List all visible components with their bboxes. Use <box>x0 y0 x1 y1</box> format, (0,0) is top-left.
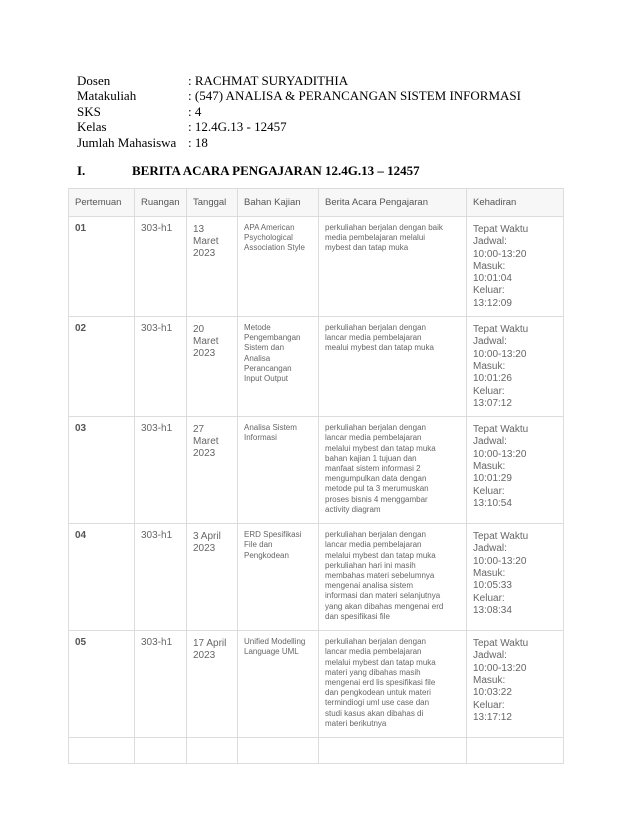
cell-tanggal <box>187 317 238 417</box>
table-row-empty <box>69 738 564 764</box>
empty-cell <box>319 738 467 764</box>
berita-line: studi kasus akan dibahas di <box>325 708 424 718</box>
bahan-line: Input Output <box>244 374 289 384</box>
berita-line: perkuliahan berjalan dengan <box>325 530 426 540</box>
cell-pertemuan: 01 <box>69 217 135 317</box>
tanggal-line: 27 <box>193 424 205 436</box>
cell-pertemuan: 05 <box>69 631 135 738</box>
cell-kehadiran <box>467 631 564 738</box>
berita-line: media pembelajaran melalui <box>325 233 426 243</box>
cell-kehadiran <box>467 317 564 417</box>
bahan-line: Language UML <box>244 647 299 657</box>
cell-berita-acara <box>319 417 467 524</box>
header-kehadiran: Kehadiran <box>467 189 564 217</box>
kehadiran-line: 13:17:12 <box>473 711 512 723</box>
kehadiran-line: 10:00-13:20 <box>473 248 527 260</box>
kehadiran-line: Masuk: <box>473 360 506 372</box>
bahan-line: Unified Modelling <box>244 637 306 647</box>
cell-berita-acara <box>319 317 467 417</box>
cell-pertemuan: 03 <box>69 417 135 524</box>
bahan-line: ERD Spesifikasi <box>244 530 302 540</box>
bahan-line: Perancangan <box>244 363 292 373</box>
bahan-line: File dan <box>244 540 273 550</box>
kehadiran-line: Keluar: <box>473 485 505 497</box>
kehadiran-line: 10:01:26 <box>473 373 512 385</box>
kehadiran-line: Jadwal: <box>473 543 507 555</box>
berita-line: lancar media pembelajaran <box>325 433 422 443</box>
berita-line: perkuliahan berjalan dengan <box>325 637 426 647</box>
berita-line: materi berikutnya <box>325 718 387 728</box>
kehadiran-line: Tepat Waktu <box>473 224 529 235</box>
kehadiran-line: Masuk: <box>473 568 506 580</box>
bahan-line: Pengembangan <box>244 333 301 343</box>
info-value: : RACHMAT SURYADITHIA <box>188 73 349 88</box>
kehadiran-line: Tepat Waktu <box>473 424 529 436</box>
bahan-line: Metode <box>244 323 271 333</box>
table-row <box>69 317 564 417</box>
tanggal-line: 20 <box>193 324 205 336</box>
bahan-line: Analisa <box>244 353 271 363</box>
cell-bahan-kajian <box>238 217 319 317</box>
kehadiran-line: Jadwal: <box>473 336 507 348</box>
info-label: Kelas <box>77 119 107 135</box>
table-row <box>69 417 564 524</box>
cell-tanggal <box>187 217 238 317</box>
kehadiran-line: Keluar: <box>473 592 505 604</box>
cell-ruangan: 303-h1 <box>135 631 187 738</box>
info-value: : 12.4G.13 - 12457 <box>188 119 287 135</box>
bahan-line: Psychological <box>244 233 293 243</box>
kehadiran-line: Keluar: <box>473 285 505 297</box>
table-header-row <box>69 189 564 217</box>
berita-line: dan spesifikasi file <box>325 611 390 621</box>
cell-kehadiran <box>467 417 564 524</box>
info-row-jumlah-mahasiswa <box>77 135 521 150</box>
cell-bahan-kajian <box>238 631 319 738</box>
berita-line: lancar media pembelajaran <box>325 333 422 343</box>
berita-line: termindiogi uml use case dan <box>325 698 430 708</box>
cell-pertemuan: 04 <box>69 524 135 631</box>
kehadiran-line: 10:01:04 <box>473 273 512 285</box>
berita-line: melalui mybest dan tatap muka <box>325 657 436 667</box>
tanggal-line: 2023 <box>193 543 216 555</box>
info-label: Dosen <box>77 73 111 88</box>
berita-acara-table <box>68 188 564 764</box>
kehadiran-line: 10:00-13:20 <box>473 348 527 360</box>
info-row-kelas <box>77 119 521 134</box>
bahan-line: Association Style <box>244 243 305 253</box>
kehadiran-line: Jadwal: <box>473 236 507 248</box>
empty-cell <box>187 738 238 764</box>
cell-bahan-kajian <box>238 417 319 524</box>
kehadiran-line: Tepat Waktu <box>473 531 529 543</box>
berita-line: yang akan dibahas mengenai erd <box>325 601 444 611</box>
table-row <box>69 217 564 317</box>
berita-line: mengumpulkan data dengan <box>325 474 427 484</box>
kehadiran-line: 13:08:34 <box>473 604 512 616</box>
info-row-sks <box>77 104 521 119</box>
kehadiran-line: Jadwal: <box>473 650 507 662</box>
kehadiran-line: Keluar: <box>473 385 505 397</box>
berita-line: mengenai analisa sistem <box>325 581 414 591</box>
section-number: I. <box>77 163 86 178</box>
berita-line: perkuliahan berjalan dengan baik <box>325 223 443 232</box>
kehadiran-line: 10:00-13:20 <box>473 555 527 567</box>
info-value: : (547) ANALISA & PERANCANGAN SISTEM INFORMASI <box>188 88 521 104</box>
info-label: Jumlah Mahasiswa <box>77 134 177 150</box>
kehadiran-line: 13:10:54 <box>473 497 512 509</box>
berita-line: lancar media pembelajaran <box>325 647 422 657</box>
info-label: Matakuliah <box>77 88 137 104</box>
berita-line: mybest dan tatap muka <box>325 243 409 253</box>
berita-line: perkuliahan hari ini masih <box>325 560 416 570</box>
course-info <box>77 73 521 150</box>
kehadiran-line: 13:12:09 <box>473 297 512 309</box>
cell-kehadiran <box>467 524 564 631</box>
tanggal-line: 17 April <box>193 638 227 650</box>
tanggal-line: 2023 <box>193 348 216 360</box>
empty-cell <box>135 738 187 764</box>
info-value: : 4 <box>188 103 202 119</box>
empty-cell <box>467 738 564 764</box>
cell-ruangan: 303-h1 <box>135 317 187 417</box>
kehadiran-line: Tepat Waktu <box>473 324 529 336</box>
tanggal-line: 2023 <box>193 448 216 460</box>
info-row-matakuliah <box>77 88 521 103</box>
empty-cell <box>69 738 135 764</box>
berita-line: perkuliahan berjalan dengan <box>325 423 426 433</box>
cell-tanggal <box>187 524 238 631</box>
header-bahan-kajian: Bahan Kajian <box>238 189 319 217</box>
kehadiran-line: Masuk: <box>473 260 506 272</box>
bahan-line: Informasi <box>244 433 277 443</box>
section-heading <box>77 163 420 179</box>
berita-line: membahas materi sebelumnya <box>325 570 435 580</box>
cell-bahan-kajian <box>238 317 319 417</box>
berita-line: materi yang dibahas masih <box>325 667 421 677</box>
kehadiran-line: 10:05:33 <box>473 580 512 592</box>
cell-pertemuan: 02 <box>69 317 135 417</box>
tanggal-line: 13 <box>193 224 205 235</box>
tanggal-line: 2023 <box>193 650 216 662</box>
tanggal-line: 2023 <box>193 248 216 259</box>
kehadiran-line: Tepat Waktu <box>473 638 529 650</box>
berita-line: mengenai erd lis spesifikasi file <box>325 677 436 687</box>
table-row <box>69 524 564 631</box>
cell-kehadiran <box>467 217 564 317</box>
berita-line: informasi dan materi selanjutnya <box>325 591 441 601</box>
kehadiran-line: Jadwal: <box>473 436 507 448</box>
cell-berita-acara <box>319 217 467 317</box>
table-row <box>69 631 564 738</box>
kehadiran-line: Masuk: <box>473 461 506 473</box>
empty-cell <box>238 738 319 764</box>
berita-line: metode pul ta 3 merumuskan <box>325 484 429 494</box>
cell-berita-acara <box>319 524 467 631</box>
cell-berita-acara <box>319 631 467 738</box>
berita-line: perkuliahan berjalan dengan <box>325 323 426 333</box>
header-tanggal: Tanggal <box>187 189 238 217</box>
info-row-dosen <box>77 73 521 88</box>
bahan-line: APA American <box>244 223 295 232</box>
tanggal-line: Maret <box>193 236 219 247</box>
info-label: SKS <box>77 103 101 119</box>
bahan-line: Sistem dan <box>244 343 285 353</box>
berita-line: lancar media pembelajaran <box>325 540 422 550</box>
berita-line: dan pengkodean untuk materi <box>325 688 431 698</box>
cell-tanggal <box>187 417 238 524</box>
section-title: BERITA ACARA PENGAJARAN 12.4G.13 – 12457 <box>132 163 420 178</box>
berita-line: mealui mybest dan tatap muka <box>325 343 434 353</box>
berita-line: proses bisnis 4 menggambar <box>325 494 428 504</box>
kehadiran-line: 13:07:12 <box>473 397 512 409</box>
tanggal-line: Maret <box>193 336 219 348</box>
bahan-line: Pengkodean <box>244 550 289 560</box>
berita-line: melalui mybest dan tatap muka <box>325 443 436 453</box>
kehadiran-line: 10:00-13:20 <box>473 662 527 674</box>
header-berita-acara: Berita Acara Pengajaran <box>319 189 467 217</box>
cell-bahan-kajian <box>238 524 319 631</box>
tanggal-line: 3 April <box>193 531 221 543</box>
cell-tanggal <box>187 631 238 738</box>
bahan-line: Analisa Sistem <box>244 423 297 433</box>
berita-line: activity diagram <box>325 504 381 514</box>
cell-ruangan: 303-h1 <box>135 524 187 631</box>
kehadiran-line: 10:03:22 <box>473 687 512 699</box>
kehadiran-line: Keluar: <box>473 699 505 711</box>
cell-ruangan: 303-h1 <box>135 417 187 524</box>
header-ruangan: Ruangan <box>135 189 187 217</box>
header-pertemuan: Pertemuan <box>69 189 135 217</box>
info-value: : 18 <box>188 134 208 150</box>
kehadiran-line: Masuk: <box>473 675 506 687</box>
berita-line: melalui mybest dan tatap muka <box>325 550 436 560</box>
tanggal-line: Maret <box>193 436 219 448</box>
cell-ruangan: 303-h1 <box>135 217 187 317</box>
kehadiran-line: 10:01:29 <box>473 473 512 485</box>
berita-line: manfaat sistem informasi 2 <box>325 463 421 473</box>
kehadiran-line: 10:00-13:20 <box>473 448 527 460</box>
berita-line: bahan kajian 1 tujuan dan <box>325 453 417 463</box>
